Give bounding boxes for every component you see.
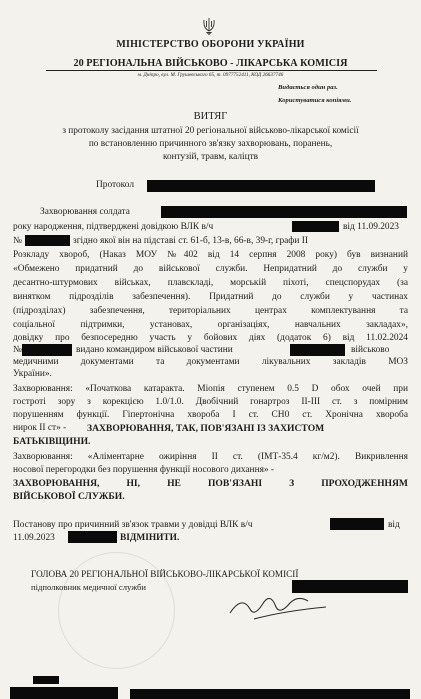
handwritten-signature [224,585,334,625]
resolution-line-1a: Постанову про причинний зв'язок травми у довідці ВЛК в/ч [13,520,253,530]
protocol-label: Протокол [96,180,135,190]
body-line-6: десантно-штурмових військах, плавскладі, морській піхоті, спецспорудах (за [13,278,408,288]
redacted-resolution-unit [330,518,384,530]
body-line-7: винятком підрозділів забезпечення). Придатний до служби у частинах [13,292,408,302]
redacted-unit-number [292,221,339,232]
diagnosis1-verdict-end: БАТЬКІВЩИНИ. [13,436,91,447]
diagnosis2-verdict-end: ВІЙСЬКОВОЇ СЛУЖБИ. [13,491,125,502]
body-line-2a: року народження, підтверджені довідкою ВЛК в/ч [13,222,214,232]
redacted-footer-left [33,676,59,684]
body-line-11b: видано командиром військової частини [76,345,233,355]
body-line-10: довідку про безпосередню участь у бойових діях (додаток 6) від 11.02.2024 [13,333,408,343]
commission-address: м. Дніпро, вул. М. Грушевського 65, т. 0977752411, КОД 26637746 [137,72,284,78]
redacted-footer-1 [10,687,118,699]
body-line-2b: від 11.09.2023 [343,222,399,232]
redacted-footer-2 [130,689,410,699]
redacted-certificate-number [25,235,70,246]
redacted-resolution-number [68,531,117,543]
issue-note: Видається один раз. [278,84,338,91]
diagnosis2-verdict: ЗАХВОРЮВАННЯ, НІ, НЕ ПОВ'ЯЗАНІ З ПРОХОДЖЕННЯМ [13,478,408,489]
body-line-11a: № [13,345,22,355]
body-line-12: медичними документами та документами лікувальних закладів МОЗ [13,357,408,367]
resolution-verdict: ВІДМІНИТИ. [120,533,180,543]
title-line-2: по встановленню причинного зв'язку захворювань, поранень, [88,139,333,149]
diagnosis1-line-2: гостроті зору з корекцією 1.0/1.0. Двобічний гонартроз ІІ-ІІІ ст. з помірним [13,397,408,407]
diagnosis1-line-1: Захворювання: «Початкова катаракта. Міопія ступенем 0.5 D обох очей при [13,384,408,394]
body-line-9: соціальної підтримки, установах, організаціях, навчальних закладах», [13,320,408,330]
diagnosis2-line-1: Захворювання: «Аліментарне ожиріння ІІ ст. (ІМТ-35.4 кг/м2). Викривлення [13,452,408,462]
body-line-3b: згідно якої він на підставі ст. 61-б, 13-в, 66-в, 39-г, графи ІІ [73,236,308,246]
trident-emblem-icon [202,17,216,35]
commission-name: 20 РЕГІОНАЛЬНА ВІЙСЬКОВО - ЛІКАРСЬКА КОМІСІЯ [73,58,348,69]
diagnosis1-verdict: ЗАХВОРЮВАННЯ, ТАК, ПОВ'ЯЗАНІ ІЗ ЗАХИСТОМ [87,423,325,434]
redacted-military-unit [290,344,345,356]
redacted-soldier-name [161,206,407,218]
body-line-13: України». [13,369,52,379]
body-line-4: Розкладу хвороб, (Наказ МОУ №402 від 14 серпня 2008 року) був визнаний [13,250,408,260]
signer-rank: підполковник медичної служби [31,582,146,592]
resolution-line-2a: 11.09.2023 [13,533,55,543]
resolution-line-1b: від [388,520,400,530]
header-divider [46,70,377,71]
diagnosis1-line-4a: нирок ІІ ст» - [13,423,67,433]
body-line-3a: № [13,236,22,246]
copy-note: Користуватися копіями. [278,97,352,104]
body-line-8: (підрозділах) забезпечення, територіальних центрах комплектування та [13,306,408,316]
document-title: ВИТЯГ [193,111,228,122]
ministry-name: МІНІСТЕРСТВО ОБОРОНИ УКРАЇНИ [116,39,305,50]
redacted-order-number [22,344,72,356]
body-line-1: Захворювання солдата [40,207,130,217]
diagnosis1-line-3: порушенням функції. Гіпертонічна хвороба І ст. СН0 ст. Хронічна хвороба [13,410,408,420]
diagnosis2-line-2: носової перегородки без порушення функції носового дихання» - [13,465,275,475]
signer-title: ГОЛОВА 20 РЕГІОНАЛЬНОЇ ВІЙСЬКОВО-ЛІКАРСЬКОЇ КОМІСІЇ [31,569,299,579]
redacted-protocol-number [147,180,375,192]
title-line-1: з протоколу засідання штатної 20 регіональної військово-лікарської комісії [62,126,359,136]
title-line-3: контузій, травм, каліцтв [162,152,259,162]
body-line-11c: військово [351,345,390,355]
body-line-5: «Обмежено придатний до військової служби. Непридатний до служби у [13,264,408,274]
